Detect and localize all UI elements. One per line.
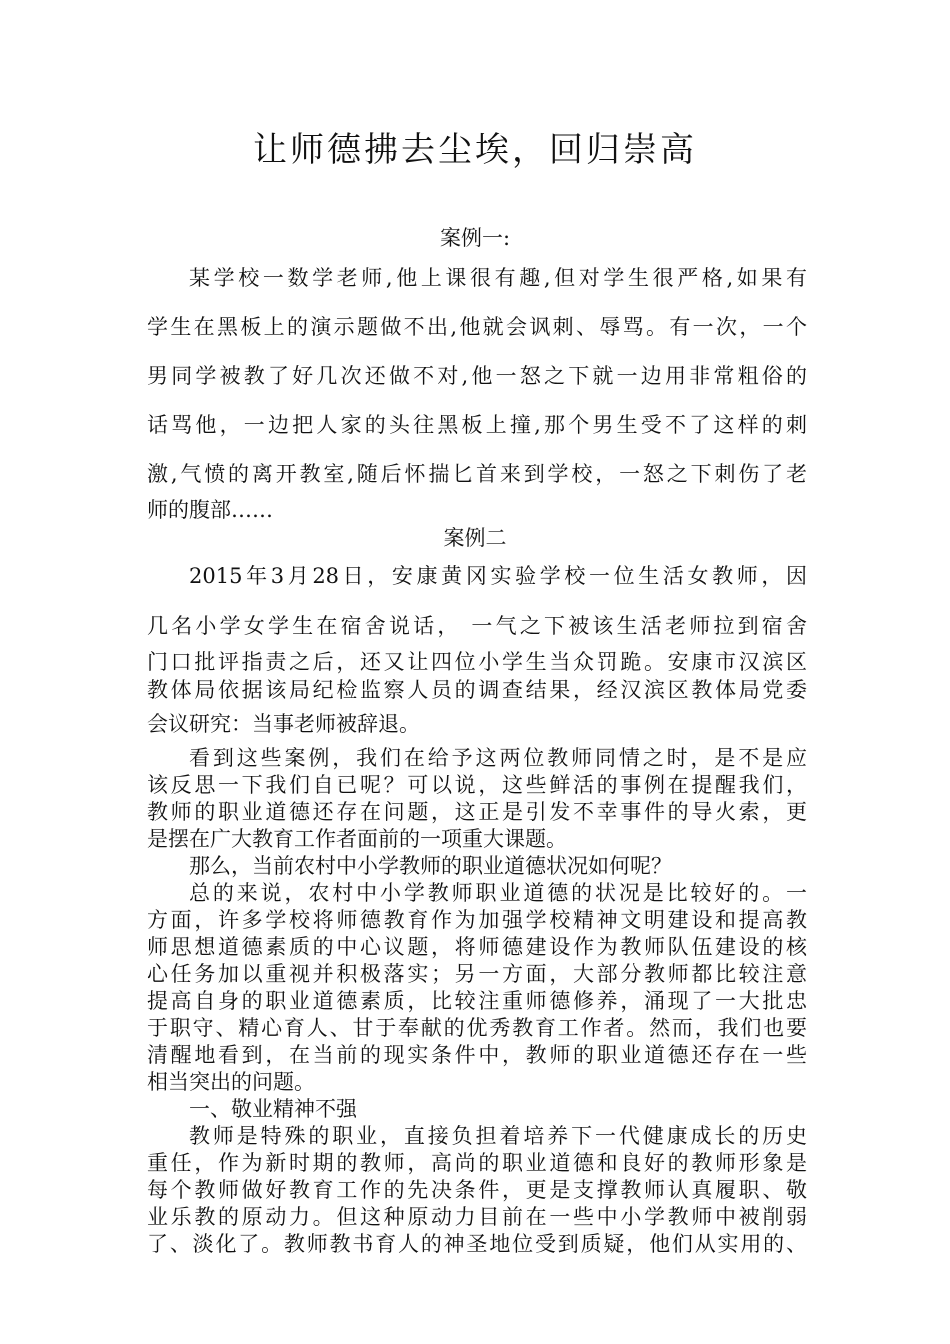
text-line: 总的来说，农村中小学教师职业道德的状况是比较好的。一 bbox=[189, 881, 807, 905]
text-line: 师思想道德素质的中心议题，将师德建设作为教师队伍建设的核 bbox=[147, 935, 807, 959]
text-line: 2015年3月28日，安康黄冈实验学校一位生活女教师，因 bbox=[189, 564, 807, 588]
text-line: 看到这些案例，我们在给予这两位教师同情之时，是不是应 bbox=[189, 746, 807, 770]
section-heading: 一、敬业精神不强 bbox=[189, 1097, 357, 1121]
text-line: 心任务加以重视并积极落实；另一方面，大部分教师都比较注意 bbox=[147, 962, 807, 986]
text-line: 重任，作为新时期的教师，高尚的职业道德和良好的教师形象是 bbox=[147, 1151, 807, 1175]
text-line: 教体局依据该局纪检监察人员的调查结果，经汉滨区教体局党委 bbox=[147, 678, 807, 702]
text-line: 教师的职业道德还存在问题，这正是引发不幸事件的导火索，更 bbox=[147, 800, 807, 824]
text-line: 教师是特殊的职业，直接负担着培养下一代健康成长的历史 bbox=[189, 1124, 807, 1148]
text-line: 业乐教的原动力。但这种原动力目前在一些中小学教师中被削弱 bbox=[147, 1205, 807, 1229]
text-line: 是摆在广大教育工作者面前的一项重大课题。 bbox=[147, 827, 567, 851]
text-line: 那么，当前农村中小学教师的职业道德状况如何呢？ bbox=[189, 854, 672, 878]
text-line: 话骂他，一边把人家的头往黑板上撞,那个男生受不了这样的刺 bbox=[147, 413, 807, 437]
document-title: 让师德拂去尘埃，回归崇高 bbox=[253, 130, 697, 170]
text-line: 方面，许多学校将师德教育作为加强学校精神文明建设和提高教 bbox=[147, 908, 807, 932]
text-line: 师的腹部…… bbox=[147, 498, 273, 522]
text-line: 某学校一数学老师,他上课很有趣,但对学生很严格,如果有 bbox=[189, 266, 807, 290]
text-line: 几名小学女学生在宿舍说话， 一气之下被该生活老师拉到宿舍 bbox=[147, 614, 807, 638]
text-line: 清醒地看到，在当前的现实条件中，教师的职业道德还存在一些 bbox=[147, 1043, 807, 1067]
text-line: 提高自身的职业道德素质，比较注重师德修养，涌现了一大批忠 bbox=[147, 989, 807, 1013]
text-line: 该反思一下我们自已呢？可以说，这些鲜活的事例在提醒我们， bbox=[147, 773, 807, 797]
text-line: 每个教师做好教育工作的先决条件，更是支撑教师认真履职、敬 bbox=[147, 1178, 807, 1202]
case2-heading: 案例二 bbox=[443, 526, 507, 550]
text-line: 相当突出的问题。 bbox=[147, 1070, 315, 1094]
text-line: 激,气愤的离开教室,随后怀揣匕首来到学校，一怒之下刺伤了老 bbox=[147, 462, 807, 486]
text-line: 男同学被教了好几次还做不对,他一怒之下就一边用非常粗俗的 bbox=[147, 364, 807, 388]
text-line: 了、淡化了。教师教书育人的神圣地位受到质疑，他们从实用的、 bbox=[147, 1232, 807, 1256]
case1-heading: 案例一: bbox=[439, 226, 511, 250]
text-line: 学生在黑板上的演示题做不出,他就会讽刺、辱骂。有一次，一个 bbox=[147, 315, 807, 339]
text-line: 门口批评指责之后，还又让四位小学生当众罚跪。安康市汉滨区 bbox=[147, 650, 807, 674]
text-line: 会议研究：当事老师被辞退。 bbox=[147, 712, 420, 736]
text-line: 于职守、精心育人、甘于奉献的优秀教育工作者。然而，我们也要 bbox=[147, 1016, 807, 1040]
